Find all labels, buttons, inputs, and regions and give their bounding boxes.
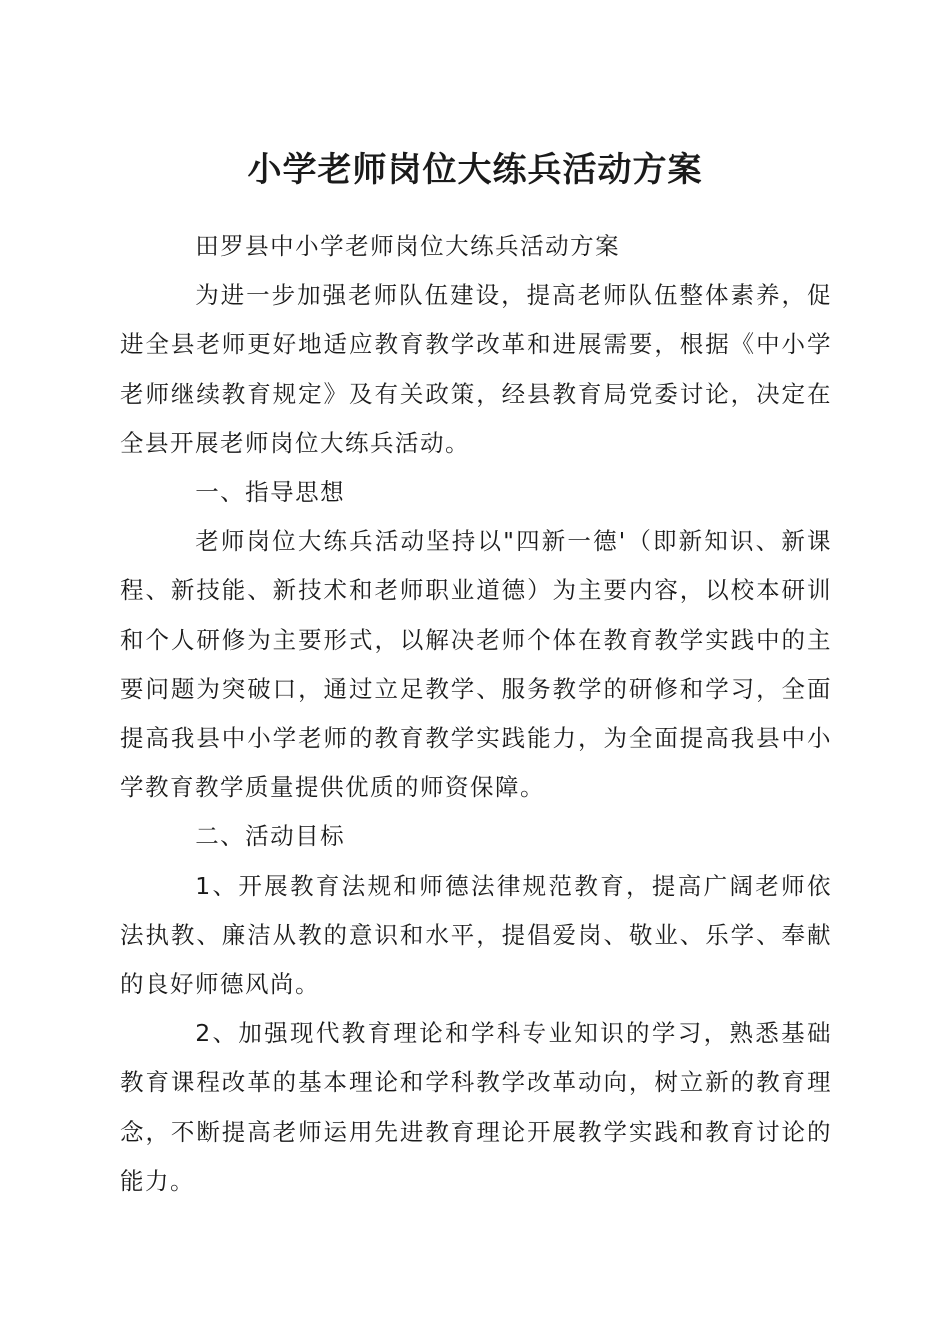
- paragraph-subtitle: 田罗县中小学老师岗位大练兵活动方案: [195, 232, 621, 260]
- paragraph-guiding-ideology: 老师岗位大练兵活动坚持以"四新一德'（即新知识、新课程、新技能、新技术和老师职业道德）为主要内容，以校本研训和个人研修为主要形式，以解决老师个体在教育教学实践中的主要问题为突破口，通过立足教学、服务教学的研修和学习，全面提高我县中小学老师的教育教学实践能力，为全面提高我县中小学教育教学质量提供优质的师资保障。: [120, 527, 832, 802]
- paragraph-intro: 为进一步加强老师队伍建设，提高老师队伍整体素养，促进全县老师更好地适应教育教学改革和进展需要，根据《中小学老师继续教育规定》及有关政策，经县教育局党委讨论，决定在全县开展老师岗位大练兵活动。: [120, 281, 832, 457]
- paragraph-goal-1: 1、开展教育法规和师德法律规范教育，提高广阔老师依法执教、廉洁从教的意识和水平，提倡爱岗、敬业、乐学、奉献的良好师德风尚。: [120, 871, 832, 999]
- section-heading-guiding-ideology: 一、指导思想: [195, 478, 346, 507]
- section-heading-activity-goals: 二、活动目标: [195, 822, 346, 851]
- paragraph-goal-2: 2、加强现代教育理论和学科专业知识的学习，熟悉基础教育课程改革的基本理论和学科教学改革动向，树立新的教育理念，不断提高老师运用先进教育理论开展教学实践和教育讨论的能力。: [120, 1019, 832, 1195]
- document-title: 小学老师岗位大练兵活动方案: [247, 150, 703, 190]
- document-body: [120, 222, 832, 1206]
